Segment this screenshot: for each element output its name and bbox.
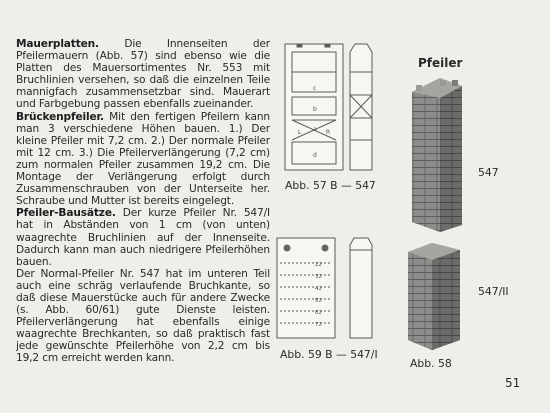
abb57-label-a: a [313,126,317,133]
text-mauerplatten: Die Innenseiten der Pfeilermauern (Abb. 57) sind ebenso wie die Platten des Mauersortimentes Nr. 553 mit Bruchlinien versehen, so daß die einzelnen Teile mannigfach zusammensetzbar sind. Mauerart und Farbgebung passen ebenfalls zueinander. [16,38,270,111]
abb59-scale-42: 42 [315,286,322,292]
label-547: 547 [478,166,499,179]
abb59-panel-drawing [277,238,335,338]
abb57-label-r: R [326,129,331,136]
abb57-side-drawing [350,44,372,170]
abb59-scale-32: 32 [315,274,322,280]
abb57-label-l: L [298,129,302,136]
abb57-label-b: b [313,106,317,113]
pfeiler-title: Pfeiler [418,56,463,70]
abb57-label-c: c [313,85,317,92]
label-547-1: 547/II [478,285,509,298]
text-brueckenpfeiler: Mit den fertigen Pfeilern kann man 3 verschiedene Höhen bauen. 1.) Der kleine Pfeiler mit 7,2 cm. 2.) Der normale Pfeiler mit 12 cm. 3.) Die Pfeilerverlängerung (7,2 cm) zum normalen Pfeiler zusammen 19,2 cm. Die Montage der Verlängerung erfolgt durch Zusammenschrauben von der Unterseite her. Schraube und Mutter ist bereits eingelegt. [16,110,270,208]
abb57-label-d: d [313,152,317,159]
caption-abb58: Abb. 58 [410,357,452,370]
pfeiler-547-photo [412,78,462,232]
abb59-scale-22: 22 [315,262,322,268]
abb59-scale-52: 52 [315,298,322,304]
abb59-scale-62: 62 [315,310,322,316]
heading-mauerplatten: Mauerplatten. [16,38,99,50]
page-number: 51 [505,376,521,390]
caption-abb59: Abb. 59 B — 547/I [280,348,378,361]
heading-bausaetze: Pfeiler-Bausätze. [16,207,116,220]
abb59-side-drawing [350,238,372,338]
caption-abb57: Abb. 57 B — 547 [285,179,376,192]
text-normalpfeiler: Der Normal-Pfeiler Nr. 547 hat im unteren Teil auch eine schräg verlaufende Bruchkante, so daß diese Mauerstücke auch für andere Zwecke (s. Abb. 60/61) gute Dienste leisten. Pfeilerverlängerung hat ebenfalls einige waagrechte Brechkanten, so daß praktisch fast jede gewünschte Pfeilerhöhe von 2,2 cm bis 19,2 cm erreicht werden kann. [16,267,270,365]
pfeiler-547-1-photo [408,243,460,350]
abb59-scale-72: 72 [315,322,322,328]
text-bausaetze: Der kurze Pfeiler Nr. 547/I hat in Abständen von 1 cm (von unten) waagrechte Bruchlinien auf der Innenseite. Dadurch kann man auch niedrigere Pfeilerhöhen bauen. [16,207,270,268]
heading-brueckenpfeiler: Brückenpfeiler. [16,110,104,123]
